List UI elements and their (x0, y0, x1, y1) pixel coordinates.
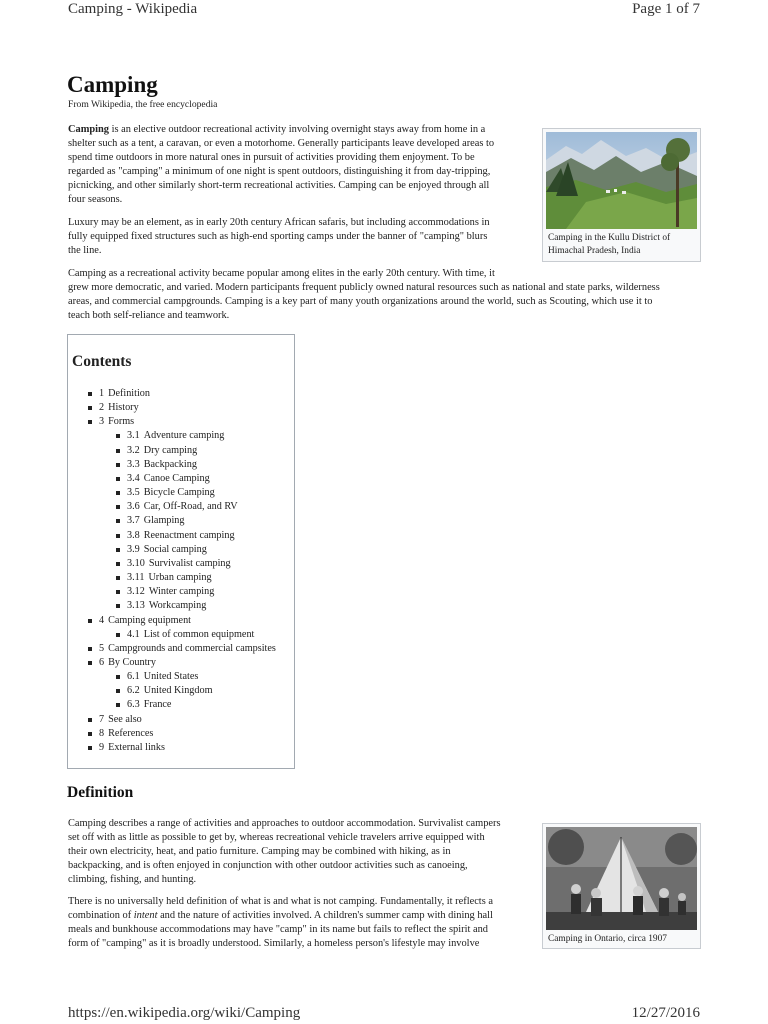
toc-item-number: 8 (99, 727, 105, 739)
toc-item[interactable] (68, 571, 276, 585)
toc-item-number: 3.1 (127, 430, 140, 442)
toc-item-link[interactable]: Campgrounds and commercial campsites (108, 642, 276, 654)
toc-item[interactable] (68, 713, 276, 727)
intro-paragraph-1: Camping is an elective outdoor recreational activity involving overnight stays away from home in a shelter such as a tent, a caravan, or even a motorhome. Generally participants leave developed areas to spend time outdoors in more natural ones in pursuit of activities providing them enjoyment. To be regarded as "camping" a minimum of one night is spent outdoors, distinguishing it from day-tripping, picnicking, and other similarly short-term recreational activities. Camping can be enjoyed through all four seasons. (68, 124, 495, 205)
toc-item-number: 3.8 (127, 529, 140, 541)
toc-item-link[interactable]: Car, Off-Road, and RV (143, 501, 238, 513)
toc-item-number: 3.4 (127, 472, 140, 484)
mountain-landscape-image (546, 132, 697, 229)
toc-item-link[interactable]: References (108, 727, 154, 739)
toc-item-link[interactable]: Bicycle Camping (143, 487, 215, 499)
toc-item[interactable] (68, 429, 276, 443)
toc-item-link[interactable]: By Country (108, 656, 156, 668)
toc-item[interactable] (68, 387, 276, 401)
definition-paragraph-2: There is no universally held definition of what is and what is not camping. Fundamentally, it reflects a combination of intent and the nature of activities involved. A children's summer camp with dining hall meals and bunkhouse accommodations may have "camp" in its name but fails to reflect the spirit and form of "camping" as it is broadly understood. Similarly, a homeless person's lifestyle may involve (68, 896, 493, 949)
toc-item[interactable] (68, 684, 276, 698)
toc-item[interactable] (68, 614, 276, 628)
image-caption-kullu: Camping in the Kullu District of Himachal Pradesh, India (548, 233, 671, 256)
toc-item-link[interactable]: Workcamping (148, 600, 207, 612)
intro-paragraph-3: Camping as a recreational activity became popular among elites in the early 20th century. With time, it grew more democratic, and varied. Modern participants frequent publicly owned natural resources such as national and state parks, wilderness areas, and commercial campgrounds. Camping is a key part of many youth organizations around the world, such as Scouting, which use it to teach both self-reliance and teamwork. (68, 268, 660, 321)
definition-paragraph-1: Camping describes a range of activities and approaches to outdoor accommodation. Survivalist campers set off with as little as possible to get by, whereas recreational vehicle travelers arrive equipped with their own electricity, heat, and patio furniture. Camping may be combined with hiking, as in backpacking, and is often enjoyed in conjunction with other outdoor activities such as canoeing, climbing, fishing, and hunting. (68, 818, 501, 885)
toc-item-link[interactable]: Survivalist camping (148, 557, 231, 569)
toc-item-link[interactable]: List of common equipment (143, 628, 255, 640)
section-heading-definition: Definition (67, 784, 134, 801)
toc-item-number: 3.11 (127, 572, 145, 584)
page-subtitle: From Wikipedia, the free encyclopedia (68, 99, 218, 110)
emphasis-intent: intent (133, 909, 158, 921)
toc-item[interactable] (68, 401, 276, 415)
toc-item[interactable] (68, 472, 276, 486)
toc-item-link[interactable]: Reenactment camping (143, 529, 235, 541)
page-title: Camping (67, 72, 158, 97)
toc-item[interactable] (68, 585, 276, 599)
toc-item-link[interactable]: Backpacking (143, 458, 197, 470)
print-header-title: Camping - Wikipedia (68, 1, 198, 17)
toc-item[interactable] (68, 543, 276, 557)
toc-title: Contents (72, 353, 132, 370)
toc-item[interactable] (68, 656, 276, 670)
toc-item[interactable] (68, 415, 276, 429)
toc-item-number: 3.10 (127, 557, 145, 569)
toc-item-number: 6.3 (127, 699, 140, 711)
toc-item-number: 4 (99, 614, 105, 626)
print-footer-url: https://en.wikipedia.org/wiki/Camping (68, 1005, 301, 1021)
toc-item[interactable] (68, 599, 276, 613)
toc-item-link[interactable]: Canoe Camping (143, 472, 210, 484)
table-of-contents (67, 334, 295, 769)
toc-item-link[interactable]: Social camping (143, 543, 207, 555)
toc-item[interactable] (68, 529, 276, 543)
historic-photo-image[interactable] (546, 827, 697, 930)
campers-photo-image (546, 827, 697, 930)
toc-item-number: 3.12 (127, 586, 145, 598)
toc-item-link[interactable]: Adventure camping (143, 430, 225, 442)
toc-item-link[interactable]: Forms (108, 416, 135, 428)
toc-item-link[interactable]: United Kingdom (143, 685, 213, 697)
toc-item[interactable] (68, 514, 276, 528)
toc-item-link[interactable]: France (143, 699, 172, 711)
toc-item-number: 3.6 (127, 501, 140, 513)
toc-item[interactable] (68, 670, 276, 684)
toc-item[interactable] (68, 642, 276, 656)
toc-item[interactable] (68, 727, 276, 741)
toc-item-link[interactable]: See also (108, 713, 142, 725)
toc-item[interactable] (68, 458, 276, 472)
toc-item-number: 6 (99, 656, 105, 668)
toc-item-link[interactable]: Urban camping (148, 572, 212, 584)
toc-item-number: 1 (99, 388, 105, 399)
intro-paragraph-2: Luxury may be an element, as in early 20th century African safaris, but including accommodations in fully equipped fixed structures such as high-end sporting camps under the banner of "camping" blurs the line. (68, 217, 490, 256)
image-thumbnail-kullu[interactable] (542, 128, 701, 262)
toc-item[interactable] (68, 698, 276, 712)
toc-item[interactable] (68, 486, 276, 500)
toc-item-number: 3.7 (127, 515, 140, 527)
toc-item-link[interactable]: Glamping (143, 515, 185, 527)
toc-item-link[interactable]: Dry camping (143, 444, 198, 456)
image-caption-ontario: Camping in Ontario, circa 1907 (548, 934, 667, 944)
print-footer-date: 12/27/2016 (631, 1005, 700, 1021)
toc-item-number: 3.3 (127, 458, 140, 470)
print-header-page: Page 1 of 7 (632, 1, 700, 17)
toc-item-link[interactable]: History (108, 402, 139, 414)
toc-item[interactable] (68, 500, 276, 514)
toc-item-number: 3.5 (127, 487, 140, 499)
toc-item-number: 4.1 (127, 628, 140, 640)
toc-item-number: 5 (99, 642, 105, 654)
toc-item-number: 3.9 (127, 543, 140, 555)
toc-item[interactable] (68, 741, 276, 755)
toc-item[interactable] (68, 628, 276, 642)
image-thumbnail-ontario[interactable] (542, 823, 701, 949)
toc-item-number: 6.2 (127, 685, 140, 697)
landscape-image[interactable] (546, 132, 697, 229)
toc-item-number: 3 (99, 416, 105, 428)
toc-item-link[interactable]: Definition (108, 388, 150, 399)
toc-item-number: 2 (99, 402, 105, 414)
toc-item-link[interactable]: Winter camping (148, 586, 215, 598)
toc-item-link[interactable]: United States (143, 671, 199, 683)
toc-item-number: 3.13 (127, 600, 145, 612)
toc-item-link[interactable]: External links (108, 741, 165, 753)
toc-item-number: 6.1 (127, 671, 140, 683)
bold-term: Camping (68, 124, 109, 135)
toc-item-number: 3.2 (127, 444, 140, 456)
toc-list (68, 387, 276, 755)
toc-item[interactable] (68, 557, 276, 571)
toc-item[interactable] (68, 444, 276, 458)
toc-item-number: 7 (99, 713, 105, 725)
toc-item-number: 9 (99, 741, 105, 753)
toc-item-link[interactable]: Camping equipment (108, 614, 191, 626)
